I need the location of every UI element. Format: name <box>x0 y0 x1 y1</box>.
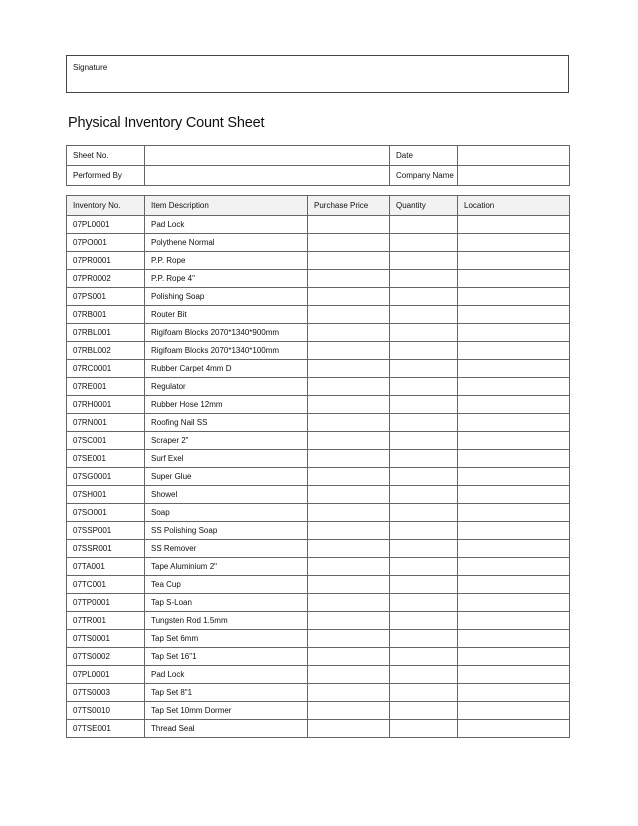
inventory-no-cell: 07TR001 <box>67 612 145 630</box>
inventory-no-cell: 07PL0001 <box>67 666 145 684</box>
table-row <box>67 702 570 720</box>
purchase-price-cell[interactable] <box>308 360 390 378</box>
sheet-info-row-1 <box>67 146 570 166</box>
inventory-no-cell: 07PR0001 <box>67 252 145 270</box>
inventory-no-cell: 07RBL002 <box>67 342 145 360</box>
signature-label: Signature <box>73 63 108 72</box>
location-cell[interactable] <box>458 720 570 738</box>
location-cell[interactable] <box>458 414 570 432</box>
purchase-price-cell[interactable] <box>308 720 390 738</box>
item-description-cell: Rigifoam Blocks 2070*1340*100mm <box>145 342 308 360</box>
purchase-price-cell[interactable] <box>308 504 390 522</box>
purchase-price-cell[interactable] <box>308 252 390 270</box>
location-cell[interactable] <box>458 432 570 450</box>
purchase-price-cell[interactable] <box>308 396 390 414</box>
company-name-field[interactable] <box>458 166 570 186</box>
table-row <box>67 558 570 576</box>
item-description-cell: P.P. Rope 4" <box>145 270 308 288</box>
item-description-cell: Surf Exel <box>145 450 308 468</box>
quantity-cell[interactable] <box>390 234 458 252</box>
item-description-cell: Rubber Carpet 4mm D <box>145 360 308 378</box>
company-name-label: Company Name <box>390 166 458 186</box>
table-row <box>67 396 570 414</box>
table-row <box>67 648 570 666</box>
location-cell[interactable] <box>458 540 570 558</box>
quantity-cell[interactable] <box>390 720 458 738</box>
table-row <box>67 522 570 540</box>
location-cell[interactable] <box>458 630 570 648</box>
header-item-description: Item Description <box>145 196 308 216</box>
purchase-price-cell[interactable] <box>308 540 390 558</box>
quantity-cell[interactable] <box>390 432 458 450</box>
item-description-cell: Tap Set 16"1 <box>145 648 308 666</box>
purchase-price-cell[interactable] <box>308 450 390 468</box>
quantity-cell[interactable] <box>390 504 458 522</box>
purchase-price-cell[interactable] <box>308 288 390 306</box>
location-cell[interactable] <box>458 324 570 342</box>
location-cell[interactable] <box>458 702 570 720</box>
item-description-cell: Polishing Soap <box>145 288 308 306</box>
inventory-no-cell: 07PS001 <box>67 288 145 306</box>
sheet-no-label: Sheet No. <box>67 146 145 166</box>
location-cell[interactable] <box>458 612 570 630</box>
quantity-cell[interactable] <box>390 684 458 702</box>
location-cell[interactable] <box>458 270 570 288</box>
quantity-cell[interactable] <box>390 378 458 396</box>
inventory-no-cell: 07TS0003 <box>67 684 145 702</box>
table-row <box>67 432 570 450</box>
table-row <box>67 612 570 630</box>
table-row <box>67 378 570 396</box>
header-location: Location <box>458 196 570 216</box>
purchase-price-cell[interactable] <box>308 216 390 234</box>
location-cell[interactable] <box>458 504 570 522</box>
quantity-cell[interactable] <box>390 468 458 486</box>
quantity-cell[interactable] <box>390 306 458 324</box>
inventory-no-cell: 07RC0001 <box>67 360 145 378</box>
location-cell[interactable] <box>458 666 570 684</box>
location-cell[interactable] <box>458 684 570 702</box>
purchase-price-cell[interactable] <box>308 414 390 432</box>
quantity-cell[interactable] <box>390 342 458 360</box>
quantity-cell[interactable] <box>390 594 458 612</box>
location-cell[interactable] <box>458 396 570 414</box>
quantity-cell[interactable] <box>390 396 458 414</box>
quantity-cell[interactable] <box>390 540 458 558</box>
location-cell[interactable] <box>458 450 570 468</box>
page-title: Physical Inventory Count Sheet <box>68 115 265 131</box>
table-row <box>67 324 570 342</box>
quantity-cell[interactable] <box>390 360 458 378</box>
item-description-cell: Tape Aluminium 2" <box>145 558 308 576</box>
header-purchase-price: Purchase Price <box>308 196 390 216</box>
purchase-price-cell[interactable] <box>308 684 390 702</box>
table-row <box>67 468 570 486</box>
table-row <box>67 288 570 306</box>
item-description-cell: Polythene Normal <box>145 234 308 252</box>
signature-box[interactable] <box>66 55 569 93</box>
inventory-no-cell: 07TA001 <box>67 558 145 576</box>
purchase-price-cell[interactable] <box>308 270 390 288</box>
quantity-cell[interactable] <box>390 288 458 306</box>
table-row <box>67 414 570 432</box>
purchase-price-cell[interactable] <box>308 324 390 342</box>
inventory-no-cell: 07SC001 <box>67 432 145 450</box>
inventory-no-cell: 07RBL001 <box>67 324 145 342</box>
item-description-cell: Tea Cup <box>145 576 308 594</box>
quantity-cell[interactable] <box>390 324 458 342</box>
location-cell[interactable] <box>458 522 570 540</box>
location-cell[interactable] <box>458 234 570 252</box>
purchase-price-cell[interactable] <box>308 612 390 630</box>
inventory-no-cell: 07SH001 <box>67 486 145 504</box>
item-description-cell: Scraper 2" <box>145 432 308 450</box>
location-cell[interactable] <box>458 342 570 360</box>
inventory-no-cell: 07TS0001 <box>67 630 145 648</box>
item-description-cell: Tap S-Loan <box>145 594 308 612</box>
performed-by-field[interactable] <box>145 166 390 186</box>
purchase-price-cell[interactable] <box>308 702 390 720</box>
purchase-price-cell[interactable] <box>308 306 390 324</box>
quantity-cell[interactable] <box>390 450 458 468</box>
header-quantity: Quantity <box>390 196 458 216</box>
inventory-no-cell: 07TSE001 <box>67 720 145 738</box>
location-cell[interactable] <box>458 252 570 270</box>
item-description-cell: Soap <box>145 504 308 522</box>
purchase-price-cell[interactable] <box>308 378 390 396</box>
inventory-no-cell: 07PR0002 <box>67 270 145 288</box>
item-description-cell: Tap Set 6mm <box>145 630 308 648</box>
purchase-price-cell[interactable] <box>308 342 390 360</box>
table-row <box>67 504 570 522</box>
sheet-info-table <box>66 145 570 186</box>
table-row <box>67 720 570 738</box>
location-cell[interactable] <box>458 306 570 324</box>
item-description-cell: Roofing Nail SS <box>145 414 308 432</box>
inventory-no-cell: 07TC001 <box>67 576 145 594</box>
table-row <box>67 486 570 504</box>
item-description-cell: Regulator <box>145 378 308 396</box>
purchase-price-cell[interactable] <box>308 468 390 486</box>
table-row <box>67 684 570 702</box>
table-row <box>67 576 570 594</box>
inventory-no-cell: 07TS0002 <box>67 648 145 666</box>
purchase-price-cell[interactable] <box>308 558 390 576</box>
quantity-cell[interactable] <box>390 414 458 432</box>
item-description-cell: SS Polishing Soap <box>145 522 308 540</box>
date-field[interactable] <box>458 146 570 166</box>
item-description-cell: SS Remover <box>145 540 308 558</box>
inventory-no-cell: 07PO001 <box>67 234 145 252</box>
date-label: Date <box>390 146 458 166</box>
location-cell[interactable] <box>458 360 570 378</box>
table-row <box>67 216 570 234</box>
location-cell[interactable] <box>458 468 570 486</box>
table-row <box>67 270 570 288</box>
table-row <box>67 342 570 360</box>
inventory-table-body <box>67 196 570 738</box>
performed-by-label: Performed By <box>67 166 145 186</box>
purchase-price-cell[interactable] <box>308 576 390 594</box>
inventory-no-cell: 07RE001 <box>67 378 145 396</box>
item-description-cell: Showel <box>145 486 308 504</box>
inventory-no-cell: 07SO001 <box>67 504 145 522</box>
item-description-cell: Pad Lock <box>145 216 308 234</box>
purchase-price-cell[interactable] <box>308 432 390 450</box>
quantity-cell[interactable] <box>390 522 458 540</box>
location-cell[interactable] <box>458 288 570 306</box>
location-cell[interactable] <box>458 648 570 666</box>
table-row <box>67 306 570 324</box>
inventory-no-cell: 07SE001 <box>67 450 145 468</box>
item-description-cell: Tungsten Rod 1.5mm <box>145 612 308 630</box>
quantity-cell[interactable] <box>390 630 458 648</box>
quantity-cell[interactable] <box>390 216 458 234</box>
location-cell[interactable] <box>458 216 570 234</box>
item-description-cell: Rubber Hose 12mm <box>145 396 308 414</box>
location-cell[interactable] <box>458 486 570 504</box>
inventory-table <box>66 195 570 738</box>
quantity-cell[interactable] <box>390 486 458 504</box>
quantity-cell[interactable] <box>390 666 458 684</box>
purchase-price-cell[interactable] <box>308 234 390 252</box>
item-description-cell: Router Bit <box>145 306 308 324</box>
inventory-no-cell: 07SSP001 <box>67 522 145 540</box>
sheet-no-field[interactable] <box>145 146 390 166</box>
table-row <box>67 594 570 612</box>
table-row <box>67 666 570 684</box>
inventory-no-cell: 07PL0001 <box>67 216 145 234</box>
table-row <box>67 540 570 558</box>
purchase-price-cell[interactable] <box>308 594 390 612</box>
quantity-cell[interactable] <box>390 270 458 288</box>
purchase-price-cell[interactable] <box>308 522 390 540</box>
item-description-cell: Tap Set 10mm Dormer <box>145 702 308 720</box>
table-row <box>67 234 570 252</box>
quantity-cell[interactable] <box>390 702 458 720</box>
inventory-header-row <box>67 196 570 216</box>
table-row <box>67 252 570 270</box>
quantity-cell[interactable] <box>390 558 458 576</box>
location-cell[interactable] <box>458 594 570 612</box>
sheet-info-row-2 <box>67 166 570 186</box>
item-description-cell: Pad Lock <box>145 666 308 684</box>
table-row <box>67 360 570 378</box>
table-row <box>67 450 570 468</box>
item-description-cell: Super Glue <box>145 468 308 486</box>
inventory-no-cell: 07TP0001 <box>67 594 145 612</box>
quantity-cell[interactable] <box>390 576 458 594</box>
item-description-cell: Rigifoam Blocks 2070*1340*900mm <box>145 324 308 342</box>
inventory-no-cell: 07SG0001 <box>67 468 145 486</box>
item-description-cell: P.P. Rope <box>145 252 308 270</box>
quantity-cell[interactable] <box>390 612 458 630</box>
header-inventory-no: Inventory No. <box>67 196 145 216</box>
purchase-price-cell[interactable] <box>308 630 390 648</box>
item-description-cell: Thread Seal <box>145 720 308 738</box>
inventory-no-cell: 07RN001 <box>67 414 145 432</box>
inventory-no-cell: 07RH0001 <box>67 396 145 414</box>
purchase-price-cell[interactable] <box>308 648 390 666</box>
inventory-no-cell: 07TS0010 <box>67 702 145 720</box>
purchase-price-cell[interactable] <box>308 486 390 504</box>
quantity-cell[interactable] <box>390 252 458 270</box>
location-cell[interactable] <box>458 378 570 396</box>
item-description-cell: Tap Set 8"1 <box>145 684 308 702</box>
location-cell[interactable] <box>458 558 570 576</box>
inventory-no-cell: 07SSR001 <box>67 540 145 558</box>
quantity-cell[interactable] <box>390 648 458 666</box>
purchase-price-cell[interactable] <box>308 666 390 684</box>
table-row <box>67 630 570 648</box>
location-cell[interactable] <box>458 576 570 594</box>
inventory-no-cell: 07RB001 <box>67 306 145 324</box>
